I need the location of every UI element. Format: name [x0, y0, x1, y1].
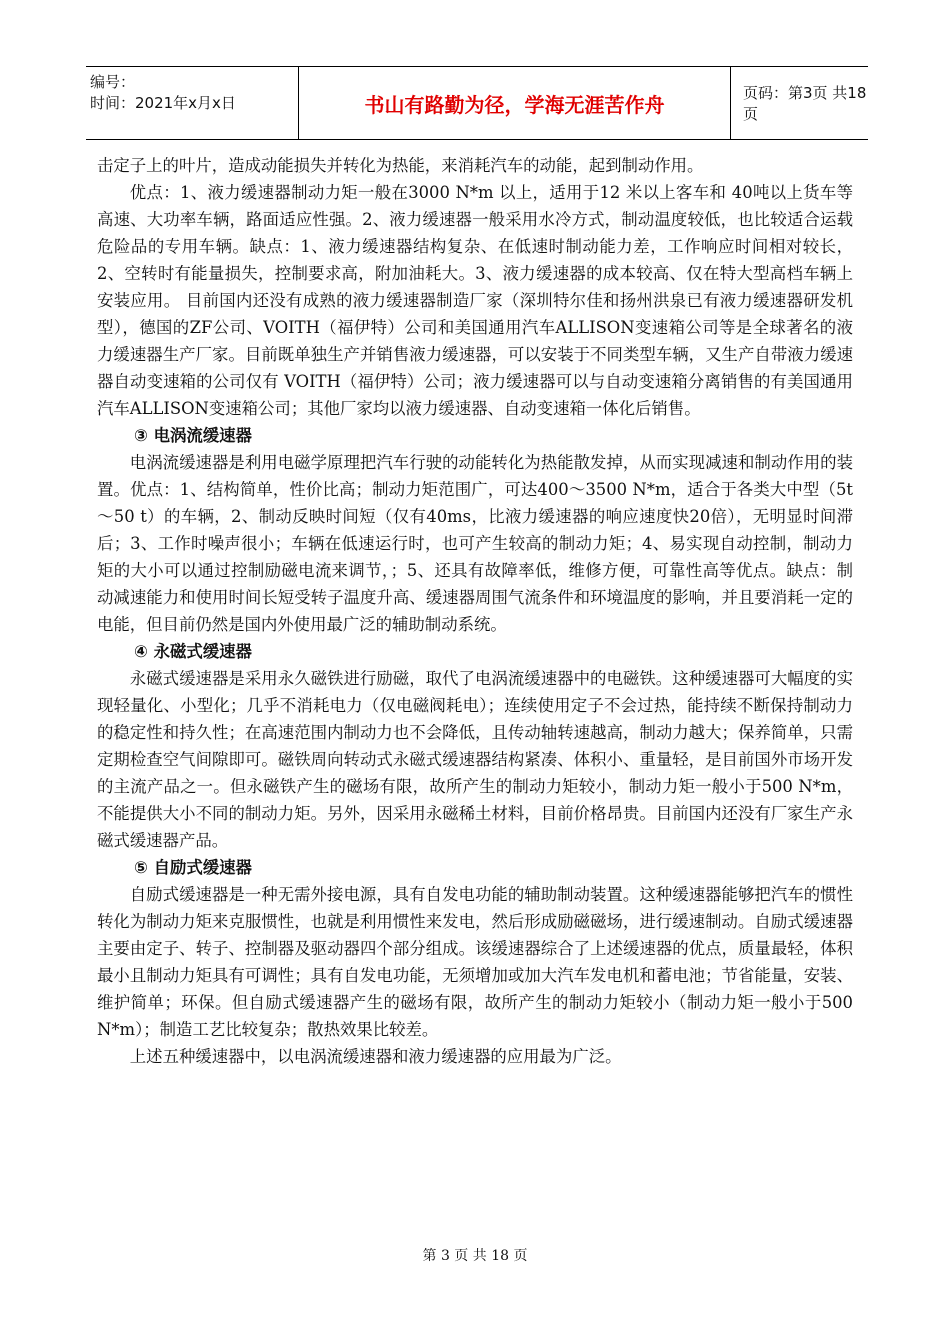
paragraph-self-excited-retarder: 自励式缓速器是一种无需外接电源，具有自发电功能的辅助制动装置。这种缓速器能够把汽车的惯性转化为制动力矩来克服惯性，也就是利用惯性来发电，然后形成励磁磁场，进行缓速制动。自励式缓速器主要由定子、转子、控制器及驱动器四个部分组成。该缓速器综合了上述缓速器的优点，质量最轻，体积最小且制动力矩具有可调性；具有自发电功能，无须增加或加大汽车发电机和蓄电池；节省能量，安装、维护简单；环保。但自励式缓速器产生的磁场有限，故所产生的制动力矩较小（制动力矩一般小于500 N*m）；制造工艺比较复杂；散热效果比较差。: [97, 885, 853, 1039]
page-footer: 第 3 页 共 18 页: [422, 1248, 528, 1264]
document-body: [97, 152, 853, 1070]
paragraph-summary: 上述五种缓速器中，以电涡流缓速器和液力缓速器的应用最为广泛。: [129, 1047, 622, 1066]
document-number-label: 编号：: [90, 73, 136, 91]
page-header: [86, 66, 868, 140]
document-time-label: 时间：2021年x月x日: [90, 94, 236, 112]
paragraph-eddy-current-retarder: 电涡流缓速器是利用电磁学原理把汽车行驶的动能转化为热能散发掉，从而实现减速和制动作用的装置。优点：1、结构简单，性价比高；制动力矩范围广，可达400～3500 N*m，适合于各类大中型（5t～50 t）的车辆，2、制动反映时间短（仅有40ms，比液力缓速器的响应速度快20倍），无明显时间滞后；3、工作时噪声很小；车辆在低速运行时，也可产生较高的制动力矩；4、易实现自动控制，制动力矩的大小可以通过控制励磁电流来调节，；5、还具有故障率低，维修方便，可靠性高等优点。缺点：制动减速能力和使用时间长短受转子温度升高、缓速器周围气流条件和环境温度的影响，并且要消耗一定的电能，但目前仍然是国内外使用最广泛的辅助制动系统。: [97, 453, 853, 634]
header-page-info: 页码：第3页 共18页: [743, 84, 867, 123]
header-meta: [86, 67, 299, 139]
heading-self-excited-retarder: ⑤ 自励式缓速器: [134, 858, 252, 877]
paragraph-hydraulic-retarder: 优点：1、液力缓速器制动力矩一般在3000 N*m 以上，适用于12 米以上客车和 40吨以上货车等高速、大功率车辆，路面适应性强。2、液力缓速器一般采用水冷方式，制动温度较低，也比较适合运载危险品的专用车辆。缺点：1、液力缓速器结构复杂、在低速时制动能力差，工作响应时间相对较长，2、空转时有能量损失，控制要求高，附加油耗大。3、液力缓速器的成本较高、仅在特大型高档车辆上安装应用。 目前国内还没有成熟的液力缓速器制造厂家（深圳特尔佳和扬州洪泉已有液力缓速器研发机型），德国的ZF公司、VOITH（福伊特）公司和美国通用汽车ALLISON变速箱公司等是全球著名的液力缓速器生产厂家。目前既单独生产并销售液力缓速器，可以安装于不同类型车辆，又生产自带液力缓速器自动变速箱的公司仅有 VOITH（福伊特）公司；液力缓速器可以与自动变速箱分离销售的有美国通用汽车ALLISON变速箱公司；其他厂家均以液力缓速器、自动变速箱一体化后销售。: [97, 183, 853, 418]
paragraph-permanent-magnet-retarder: 永磁式缓速器是采用永久磁铁进行励磁，取代了电涡流缓速器中的电磁铁。这种缓速器可大幅度的实现轻量化、小型化；几乎不消耗电力（仅电磁阀耗电）；连续使用定子不会过热，能持续不断保持制动力的稳定性和持久性；在高速范围内制动力也不会降低，且传动轴转速越高，制动力越大；保养简单，只需定期检查空气间隙即可。磁铁周向转动式永磁式缓速器结构紧凑、体积小、重量轻，是目前国外市场开发的主流产品之一。但永磁铁产生的磁场有限，故所产生的制动力矩较小，制动力矩一般小于500 N*m，不能提供大小不同的制动力矩。另外，因采用永磁稀土材料，目前价格昂贵。目前国内还没有厂家生产永磁式缓速器产品。: [97, 669, 853, 850]
heading-eddy-current-retarder: ③ 电涡流缓速器: [134, 426, 252, 445]
heading-permanent-magnet-retarder: ④ 永磁式缓速器: [134, 642, 252, 661]
paragraph-continuation: 击定子上的叶片，造成动能损失并转化为热能，来消耗汽车的动能，起到制动作用。: [97, 156, 704, 175]
header-motto: 书山有路勤为径，学海无涯苦作舟: [299, 67, 731, 139]
